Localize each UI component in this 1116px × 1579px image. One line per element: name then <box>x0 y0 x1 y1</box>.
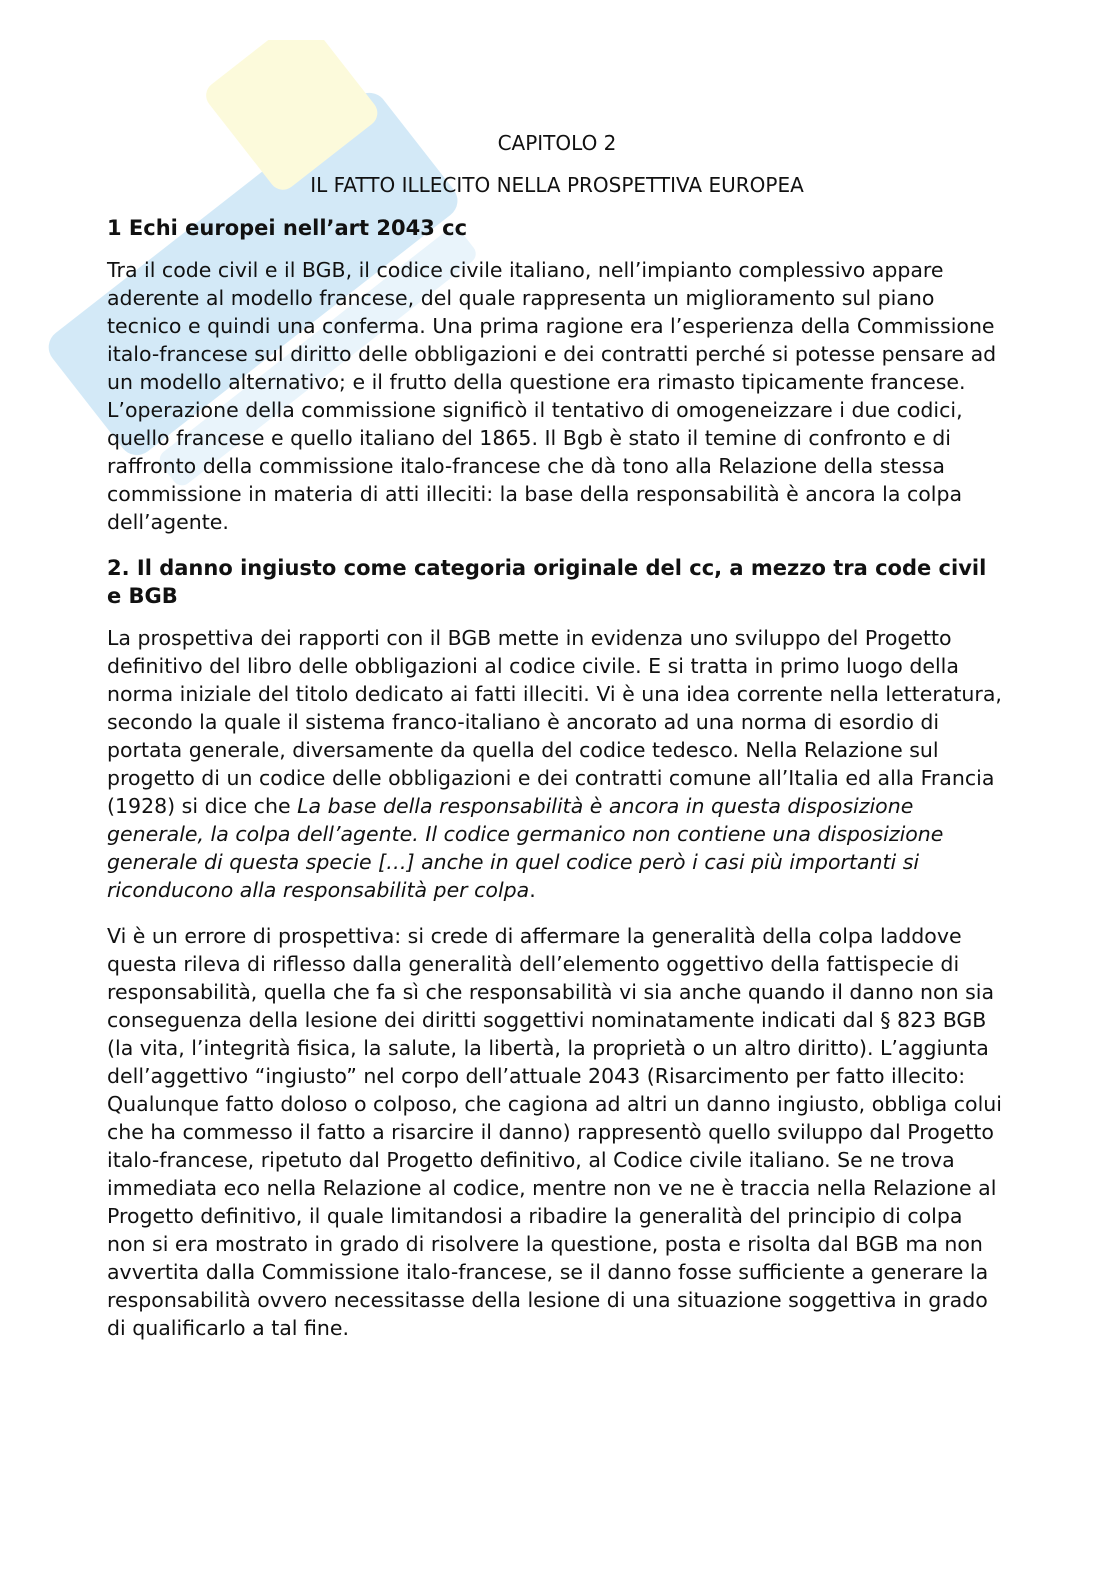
section-1-heading: 1 Echi europei nell’art 2043 cc <box>107 216 468 240</box>
paragraph-end: . <box>529 878 536 902</box>
paragraph-plain-text: La prospettiva dei rapporti con il BGB mette in evidenza uno sviluppo del Progetto definitivo del libro delle obbligazioni al codice civile. E si tratta in primo luogo della norma iniziale del titolo dedicato ai fatti illeciti. Vi è una idea corrente nella letteratura, secondo la quale il sistema franco-italiano è ancorato ad una norma di esordio di portata generale, diversamente da quella del codice tedesco. Nella Relazione sul progetto di un codice delle obbligazioni e dei contratti comune all’Italia ed alla Francia (1928) si dice che <box>107 626 1002 818</box>
chapter-title: IL FATTO ILLECITO NELLA PROSPETTIVA EUROPEA <box>310 173 804 197</box>
document-page <box>107 128 1007 1360</box>
section-2-heading: 2. Il danno ingiusto come categoria originale del cc, a mezzo tra code civil e BGB <box>107 556 987 608</box>
section-1-paragraph: Tra il code civil e il BGB, il codice civile italiano, nell’impianto complessivo appare aderente al modello francese, del quale rappresenta un miglioramento sul piano tecnico e quindi una conferma. Una prima ragione era l’esperienza della Commissione italo-francese sul diritto delle obbligazioni e dei contratti perché si potesse pensare ad un modello alternativo; e il frutto della questione era rimasto tipicamente francese. L’operazione della commissione significò il tentativo di omogeneizzare i due codici, quello francese e quello italiano del 1865. Il Bgb è stato il temine di confronto e di raffronto della commissione italo-francese che dà tono alla Relazione della stessa commissione in materia di atti illeciti: la base della responsabilità è ancora la colpa dell’agente. <box>107 258 997 534</box>
chapter-label: CAPITOLO 2 <box>497 131 617 155</box>
italic-quotation: La base della responsabilità è ancora in questa disposizione generale, la colpa dell’agente. Il codice germanico non contiene una disposizione generale di questa specie […] anche in quel codice però i casi più importanti si riconducono alla responsabilità per colpa <box>107 794 944 902</box>
section-2-paragraph-1 <box>107 624 1007 904</box>
section-2-paragraph-2: Vi è un errore di prospettiva: si crede di affermare la generalità della colpa laddove questa rileva di riflesso dalla generalità dell’elemento oggettivo della fattispecie di responsabilità, quella che fa sì che responsabilità vi sia anche quando il danno non sia conseguenza della lesione dei diritti soggettivi nominatamente indicati dal § 823 BGB (la vita, l’integrità fisica, la salute, la libertà, la proprietà o un altro diritto). L’aggiunta dell’aggettivo “ingiusto” nel corpo dell’attuale 2043 (Risarcimento per fatto illecito: Qualunque fatto doloso o colposo, che cagiona ad altri un danno ingiusto, obbliga colui che ha commesso il fatto a risarcire il danno) rappresentò quello sviluppo dal Progetto italo-francese, ripetuto dal Progetto definitivo, al Codice civile italiano. Se ne trova immediata eco nella Relazione al codice, mentre non ve ne è traccia nella Relazione al Progetto definitivo, il quale limitandosi a ribadire la generalità del principio di colpa non si era mostrato in grado di risolvere la questione, posta e risolta dal BGB ma non avvertita dalla Commissione italo-francese, se il danno fosse sufficiente a generare la responsabilità ovvero necessitasse della lesione di una situazione soggettiva in grado di qualificarlo a tal fine. <box>107 924 1002 1340</box>
